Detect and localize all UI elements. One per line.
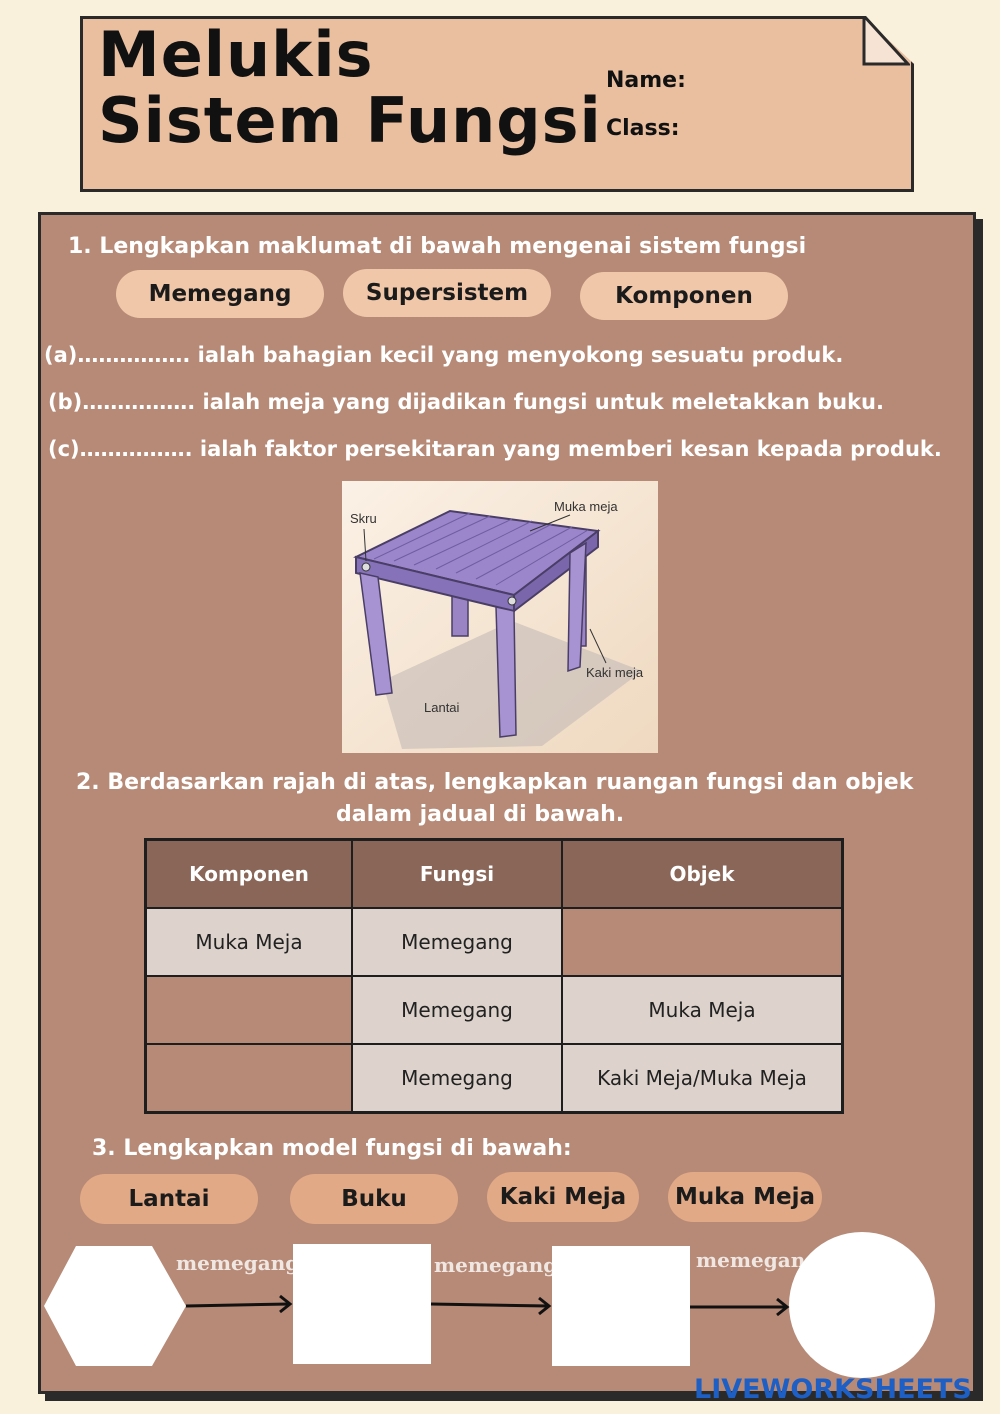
table-row (146, 908, 843, 976)
table-row (146, 1044, 843, 1113)
col-fungsi: Fungsi (352, 840, 562, 909)
statement-b: (b)……………. ialah meja yang dijadikan fungsi untuk meletakkan buku. (48, 390, 884, 414)
brand-logo: LIVEWORKSHEETS (694, 1374, 972, 1405)
arrow-label-2: memegang (434, 1253, 558, 1277)
class-label: Class: (606, 116, 680, 141)
table-illustration (342, 481, 658, 753)
option-buku[interactable]: Buku (290, 1174, 458, 1224)
label-leg: Kaki meja (586, 665, 644, 680)
answer-cell[interactable] (146, 1044, 353, 1113)
cell: Memegang (352, 908, 562, 976)
option-lantai[interactable]: Lantai (80, 1174, 258, 1224)
option-supersistem[interactable]: Supersistem (343, 269, 551, 317)
option-kaki-meja[interactable]: Kaki Meja (487, 1172, 639, 1222)
option-muka-meja[interactable]: Muka Meja (668, 1172, 822, 1222)
q2-title-line2: dalam jadual di bawah. (336, 802, 625, 827)
answer-cell[interactable] (146, 976, 353, 1044)
arrow-label-1: memegang (176, 1251, 300, 1275)
hexagon-slot (44, 1246, 186, 1366)
table-row (146, 976, 843, 1044)
arrow-label-3: memegang (696, 1248, 820, 1272)
statement-a: (a)……………. ialah bahagian kecil yang menyokong sesuatu produk. (44, 343, 844, 367)
cell: Muka Meja (562, 976, 843, 1044)
page-title: Melukis Sistem Fungsi (98, 18, 602, 157)
label-screw: Skru (350, 511, 377, 526)
q2-title-line1: 2. Berdasarkan rajah di atas, lengkapkan ruangan fungsi dan objek (76, 770, 914, 795)
answer-cell[interactable] (562, 908, 843, 976)
option-komponen[interactable]: Komponen (580, 272, 788, 320)
statement-c: (c)……………. ialah faktor persekitaran yang memberi kesan kepada produk. (48, 437, 942, 461)
q1-title: 1. Lengkapkan maklumat di bawah mengenai sistem fungsi (68, 234, 807, 259)
option-memegang[interactable]: Memegang (116, 270, 324, 318)
function-table (144, 838, 844, 1114)
page-fold-icon (862, 16, 910, 66)
q3-title: 3. Lengkapkan model fungsi di bawah: (92, 1136, 572, 1161)
cell: Memegang (352, 976, 562, 1044)
cell: Muka Meja (146, 908, 353, 976)
cell: Memegang (352, 1044, 562, 1113)
label-floor: Lantai (424, 700, 460, 715)
name-label: Name: (606, 68, 686, 93)
cell: Kaki Meja/Muka Meja (562, 1044, 843, 1113)
col-objek: Objek (562, 840, 843, 909)
label-top: Muka meja (554, 499, 618, 514)
square-slot-1 (293, 1244, 431, 1364)
square-slot-2 (552, 1246, 690, 1366)
col-komponen: Komponen (146, 840, 353, 909)
